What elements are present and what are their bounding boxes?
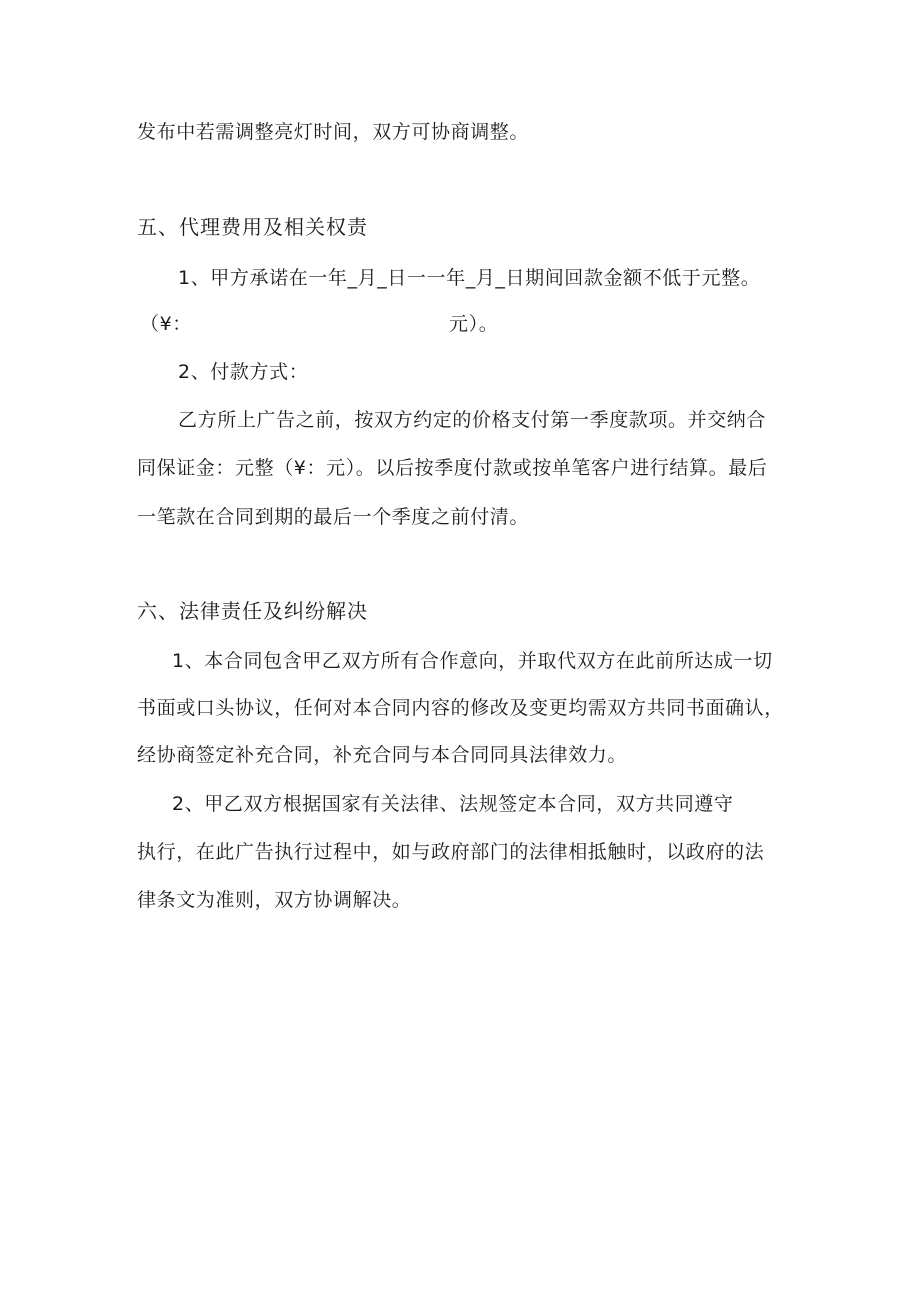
- section-heading-5: 五、代理费用及相关权责: [137, 215, 368, 239]
- paragraph-line: 经协商签定补充合同，补充合同与本合同同具法律效力。: [137, 744, 628, 766]
- paragraph-line: 执行，在此广告执行过程中，如与政府部门的法律相抵触时，以政府的法: [137, 841, 765, 863]
- paragraph-line: 书面或口头协议，任何对本合同内容的修改及变更均需双方共同书面确认，: [137, 697, 784, 719]
- paragraph-line: 同保证金：元整（¥：元）。以后按季度付款或按单笔客户进行结算。最后: [137, 457, 768, 479]
- paragraph-line: 1、甲方承诺在一年_月_日一一年_月_日期间回款金额不低于元整。: [178, 267, 761, 289]
- paragraph-line: 元）。: [449, 313, 499, 335]
- paragraph-line: 律条文为准则，双方协调解决。: [137, 889, 412, 911]
- paragraph-line: 乙方所上广告之前，按双方约定的价格支付第一季度款项。并交纳合: [178, 409, 767, 431]
- paragraph-line: 发布中若需调整亮灯时间，双方可协商调整。: [137, 121, 530, 143]
- section-heading-6: 六、法律责任及纠纷解决: [137, 599, 368, 623]
- paragraph-line: 1、本合同包含甲乙双方所有合作意向，并取代双方在此前所达成一切: [172, 650, 773, 672]
- paragraph-line: 2、付款方式：: [178, 361, 309, 383]
- paragraph-line: （¥：: [140, 313, 192, 335]
- paragraph-line: 一笔款在合同到期的最后一个季度之前付清。: [137, 506, 530, 528]
- paragraph-line: 2、甲乙双方根据国家有关法律、法规签定本合同，双方共同遵守: [172, 793, 734, 815]
